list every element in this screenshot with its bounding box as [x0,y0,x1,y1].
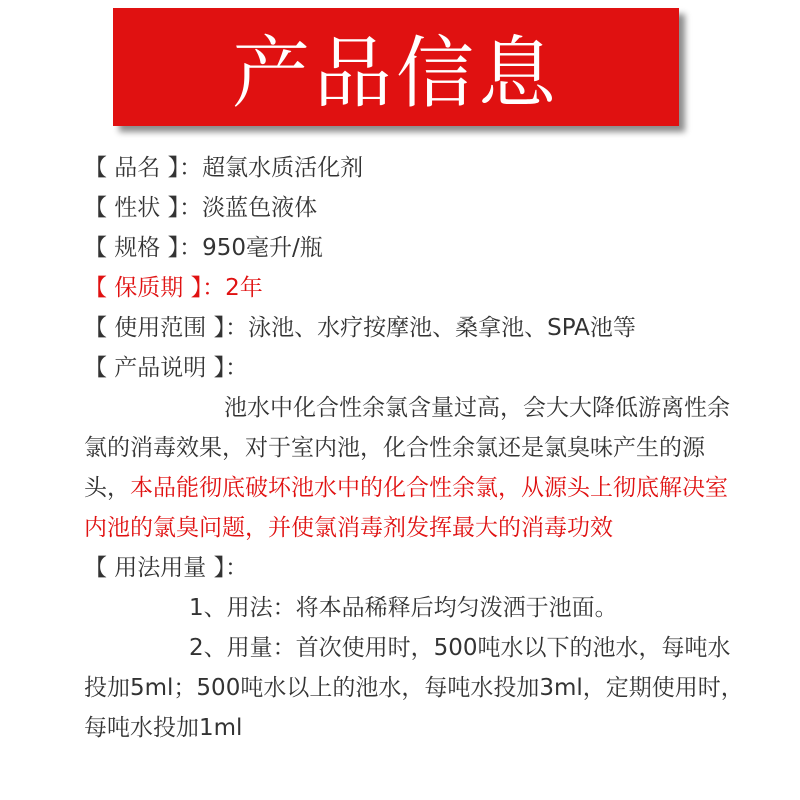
spec-value: 2年 [225,275,263,301]
spec-shelf-life [84,268,744,308]
banner-title: 产品信息 [231,29,560,119]
usage-method: 1、用法：将本品稀释后均匀泼洒于池面。 [189,595,618,621]
spec-label: 【 品名 】： [84,155,203,181]
spec-label: 【 保质期 】： [84,275,226,301]
spec-label: 【 产品说明 】： [84,355,249,381]
spec-value: 超氯水质活化剂 [202,155,364,181]
spec-value: 950毫升/瓶 [202,235,323,261]
spec-description-heading [84,348,744,388]
usage-heading [84,548,744,588]
description-text: 池水中化合性余氯含量过高，会大大降低游离性余氯的消毒效果，对于室内池，化合性余氯还是氯臭味产生的源头， [84,395,730,501]
spec-appearance [84,188,744,228]
spec-label: 【 性状 】： [84,195,203,221]
title-banner [113,8,679,126]
usage-label: 【 用法用量 】： [84,555,249,581]
spec-label: 【 使用范围 】： [84,315,249,341]
spec-size [84,228,744,268]
spec-scope [84,308,744,348]
product-info [84,148,744,748]
spec-name [84,148,744,188]
description-paragraph [84,388,744,548]
description-highlight: 本品能彻底破坏池水中的化合性余氯，从源头上彻底解决室内池的氯臭问题，并使氯消毒剂发挥最大的消毒功效 [84,475,728,541]
spec-label: 【 规格 】： [84,235,203,261]
spec-value: 泳池、水疗按摩池、桑拿池、SPA池等 [248,315,636,341]
usage-dosage: 2、用量：首次使用时，500吨水以下的池水，每吨水投加5ml；500吨水以上的池水，每吨水投加3ml，定期使用时，每吨水投加1ml [84,635,744,741]
spec-value: 淡蓝色液体 [202,195,318,221]
